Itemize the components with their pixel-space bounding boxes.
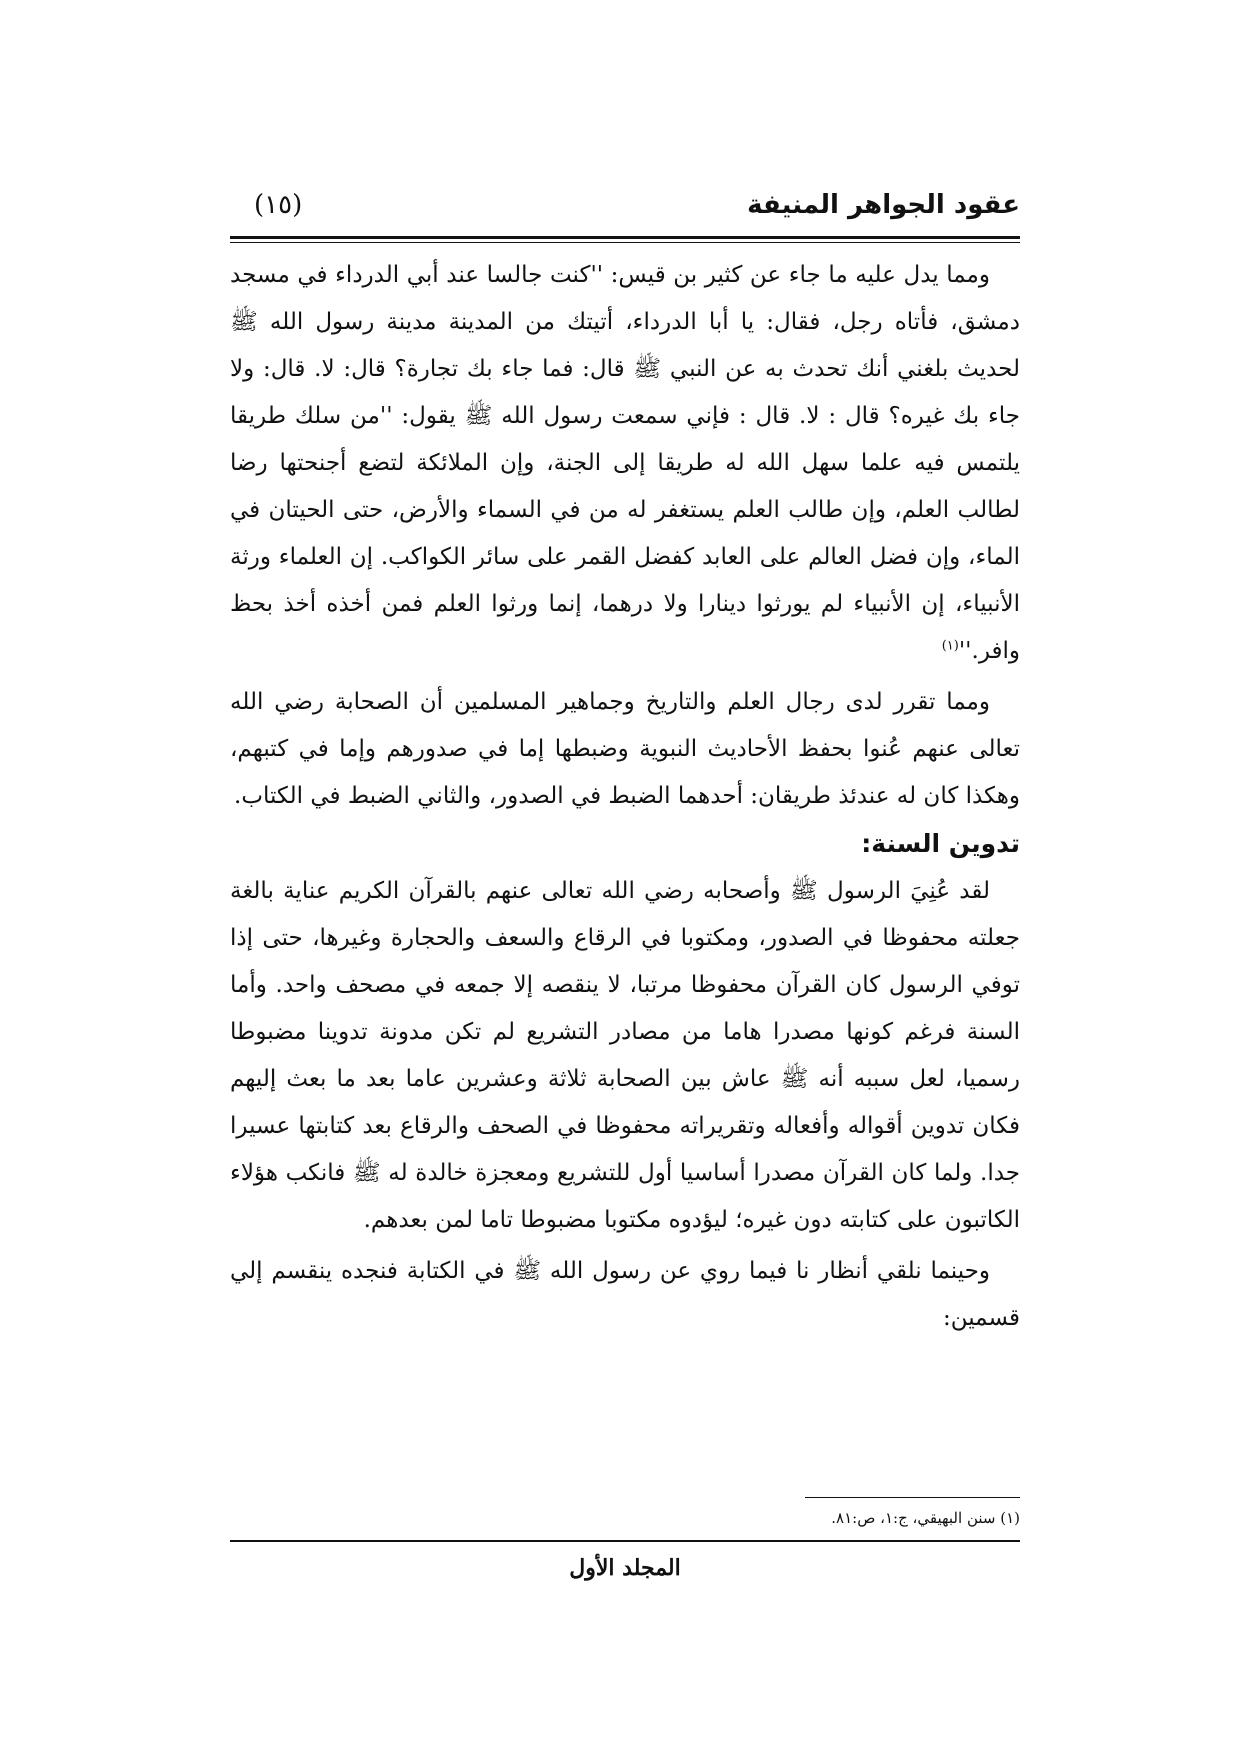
footnote-separator <box>805 1497 1020 1498</box>
page-number: (١٥) <box>254 190 303 220</box>
footnote: (١) سنن البهيقي، ج:١، ص:٨١. <box>831 1509 1020 1527</box>
section-heading: تدوين السنة: <box>861 829 1020 858</box>
volume-label: المجلد الأول <box>569 1555 681 1581</box>
paragraph-hadith: ومما يدل عليه ما جاء عن كثير بن قيس: ''كنت جالسا عند أبي الدرداء في مسجد دمشق، فأتاه رجل، فقال: يا أبا الدرداء، أتيتك من المدينة مدينة رسول الله ﷺ لحديث بلغني أنك تحدث به عن النبي ﷺ قال: فما جاء بك تجارة؟ قال: لا. قال: ولا جاء بك غيره؟ قال : لا. قال : فإني سمعت رسول الله ﷺ يقول: ''من سلك طريقا يلتمس فيه علما سهل الله له طريقا إلى الجنة، وإن الملائكة لتضع أجنحتها رضا لطالب العلم، وإن طالب العلم يستغفر له من في السماء والأرض، حتى الحيتان في الماء، وإن فضل العالم على العابد كفضل القمر على سائر الكواكب. إن العلماء ورثة الأنبياء، إن الأنبياء لم يورثوا دينارا ولا درهما، إنما ورثوا العلم فمن أخذه أخذ بحظ وافر.''$^{(١)}$ <box>230 262 1020 664</box>
book-title: عقود الجواهر المنيفة <box>747 190 1020 220</box>
header-rule <box>230 236 1020 239</box>
footer-rule <box>230 1540 1020 1542</box>
footnote-marker: (١) <box>941 638 959 654</box>
paragraph-codification: لقد عُنِيَ الرسول ﷺ وأصحابه رضي الله تعالى عنهم بالقرآن الكريم عناية بالغة جعلته محفوظا في الصدور، ومكتوبا في الرقاع والسعف والحجارة وغيرها، حتى إذا توفي الرسول كان القرآن محفوظا مرتبا، لا ينقصه إلا جمعه في مصحف واحد. وأما السنة فرغم كونها مصدرا هاما من مصادر التشريع لم تكن مدونة تدوينا مضبوطا رسميا، لعل سببه أنه ﷺ عاش بين الصحابة ثلاثة وعشرين عاما بعد ما بعث إليهم فكان تدوين أقواله وأفعاله وتقريراته محفوظا في الصحف والرقاع بعد كتابتها عسيرا جدا. ولما كان القرآن مصدرا أساسيا أول للتشريع ومعجزة خالدة له ﷺ فانكب هؤلاء الكاتبون على كتابته دون غيره؛ ليؤدوه مكتوبا مضبوطا تاما لمن بعدهم. <box>230 878 1020 1233</box>
running-header <box>230 190 1020 230</box>
header-rule-thin <box>230 242 1020 243</box>
body-text <box>230 252 1020 1342</box>
paragraph-division: وحينما نلقي أنظار نا فيما روي عن رسول الله ﷺ في الكتابة فنجده ينقسم إلي قسمين: <box>230 1258 1020 1331</box>
paragraph-companions: ومما تقرر لدى رجال العلم والتاريخ وجماهير المسلمين أن الصحابة رضي الله تعالى عنهم عُنوا بحفظ الأحاديث النبوية وضبطها إما في صدورهم وإما في كتبهم، وهكذا كان له عندئذ طريقان: أحدهما الضبط في الصدور، والثاني الضبط في الكتاب. <box>230 689 1020 809</box>
